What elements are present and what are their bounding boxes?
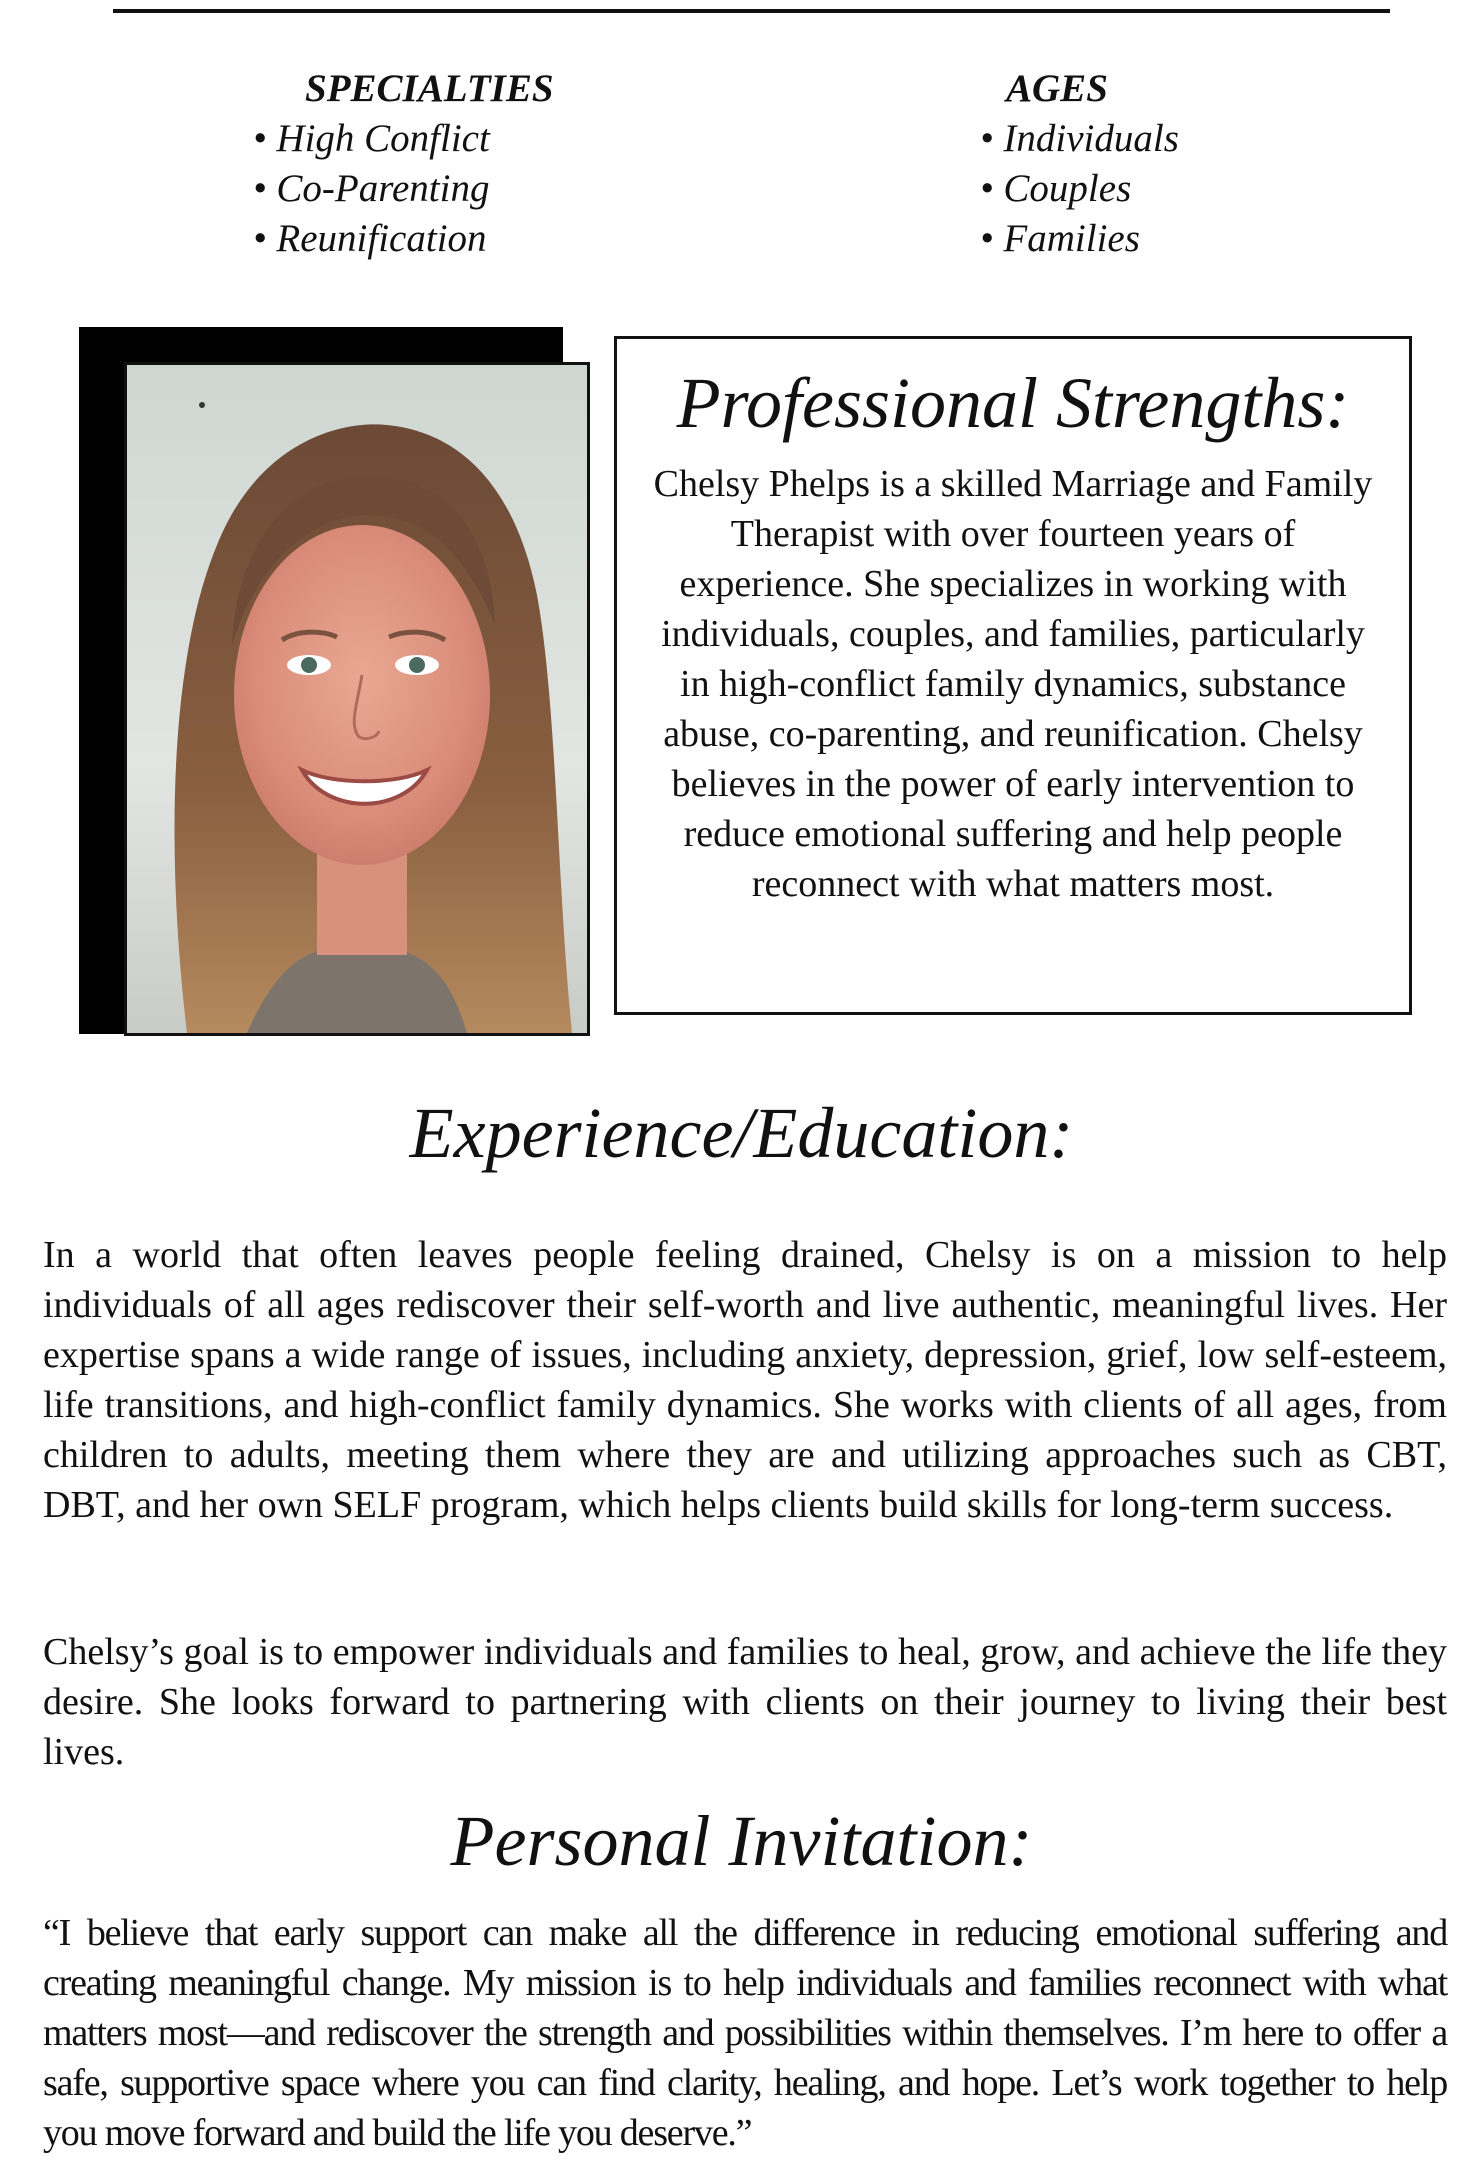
experience-title: Experience/Education: <box>409 1093 1074 1173</box>
therapist-portrait <box>124 362 590 1036</box>
specialty-item: • Reunification <box>253 214 554 264</box>
specialty-item: • Co-Parenting <box>253 164 554 214</box>
experience-paragraph: In a world that often leaves people feeling drained, Chelsy is on a mission to help individuals of all ages rediscover their self-worth and live authentic, meaningful lives. Her expertise spans a wide range of issues, including anxiety, depression, grief, low self-esteem, life transitions, and high-conflict family dynamics. She works with clients of all ages, from children to adults, meeting them where they are and utilizing approaches such as CBT, DBT, and her own SELF program, which helps clients build skills for long-term success. <box>43 1234 1447 1526</box>
professional-strengths-box <box>614 336 1412 1015</box>
specialties-heading: SPECIALTIES <box>305 67 554 110</box>
ages-heading: AGES <box>1006 67 1108 110</box>
strengths-body: Chelsy Phelps is a skilled Marriage and Family Therapist with over fourteen years of experience. She specializes in working with individuals, couples, and families, particularly in high-conflict family dynamics, substance abuse, co-parenting, and reunification. Chelsy believes in the power of early intervention to reduce emotional suffering and help people reconnect with what matters most. <box>653 463 1373 905</box>
portrait-illustration <box>127 365 587 1033</box>
invitation-quote: “I believe that early support can make all the difference in reducing emotional suffering and creating meaningful change. My mission is to help individuals and families reconnect with what matters most—and rediscover the strength and possibilities within themselves. I’m here to offer a safe, supportive space where you can find clarity, healing, and hope. Let’s work together to help you move forward and build the life you deserve.” <box>43 1912 1447 2154</box>
age-item: • Couples <box>980 164 1179 214</box>
ages-list <box>980 64 1179 264</box>
invitation-title: Personal Invitation: <box>450 1801 1033 1881</box>
top-divider <box>113 9 1390 13</box>
age-item: • Families <box>980 214 1179 264</box>
age-item: • Individuals <box>980 114 1179 164</box>
experience-paragraph: Chelsy’s goal is to empower individuals and families to heal, grow, and achieve the life they desire. She looks forward to partnering with clients on their journey to living their best lives. <box>43 1631 1447 1773</box>
specialty-item: • High Conflict <box>253 114 554 164</box>
strengths-title: Professional Strengths: <box>676 363 1350 443</box>
specialties-list <box>253 64 554 264</box>
